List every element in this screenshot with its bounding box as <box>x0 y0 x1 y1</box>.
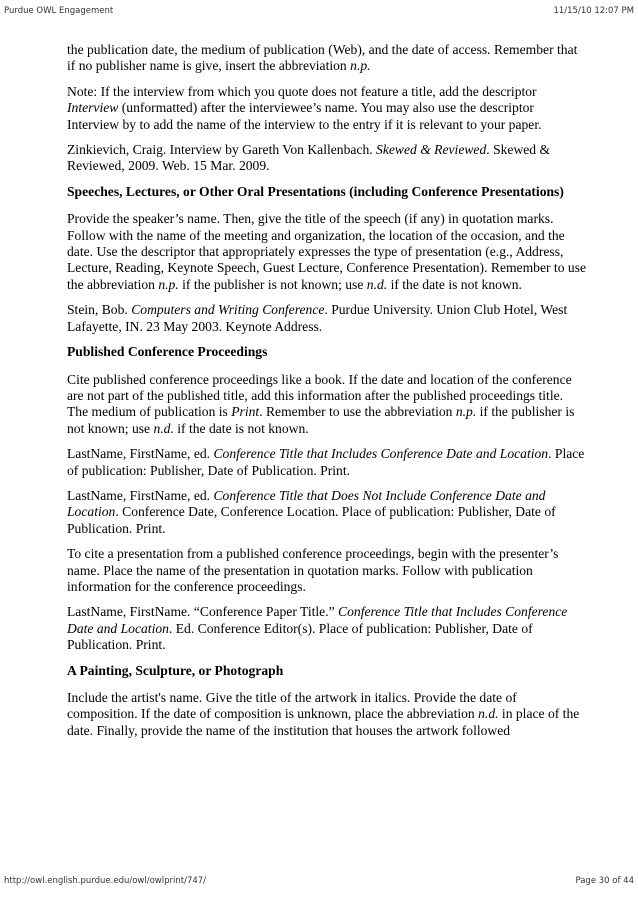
citation-template-proceedings-without-date: LastName, FirstName, ed. Conference Title that Does Not Include Conference Date and Location. Conference Date, Conference Location. Place of publication: Publisher, Date of Publication. Print. <box>67 487 556 536</box>
citation-example-interview: Zinkievich, Craig. Interview by Gareth Von Kallenbach. Skewed & Reviewed. Skewed & Reviewed, 2009. Web. 15 Mar. 2009. <box>67 142 551 174</box>
print-header-timestamp: 11/15/10 12:07 PM <box>553 6 634 16</box>
paragraph-speeches: Provide the speaker’s name. Then, give the title of the speech (if any) in quotation marks. Follow with the name of the meeting and organization, the location of the occasion, and the date. Use the descriptor that appropriately expresses the type of presentation (e.g., Address, Lecture, Reading, Keynote Speech, Guest Lecture, Conference Presentation). Remember to use the abbreviation n.p. if the publisher is not known; use n.d. if the date is not known. <box>67 211 587 292</box>
document-body <box>67 42 587 748</box>
print-header-title: Purdue OWL Engagement <box>4 6 114 16</box>
section-heading-conference-proceedings: Published Conference Proceedings <box>67 344 268 360</box>
paragraph-presentation-from-proceedings: To cite a presentation from a published conference proceedings, begin with the presenter’s name. Place the name of the presentation in quotation marks. Follow with publication information for the conference proceedings. <box>67 546 559 594</box>
paragraph-interview-date: the publication date, the medium of publication (Web), and the date of access. Remember that if no publisher name is give, insert the abbreviation n.p. <box>67 42 578 74</box>
citation-template-proceedings-with-date: LastName, FirstName, ed. Conference Title that Includes Conference Date and Location. Place of publication: Publisher, Date of Publication. Print. <box>67 446 585 478</box>
citation-example-speech: Stein, Bob. Computers and Writing Conference. Purdue University. Union Club Hotel, West Lafayette, IN. 23 May 2003. Keynote Address. <box>67 302 568 334</box>
paragraph-interview-note: Note: If the interview from which you quote does not feature a title, add the descriptor Interview (unformatted) after the interviewee’s name. You may also use the descriptor Interview by to add the name of the interview to the entry if it is relevant to your paper. <box>67 83 542 132</box>
citation-template-conference-paper: LastName, FirstName. “Conference Paper Title.” Conference Title that Includes Conference Date and Location. Ed. Conference Editor(s). Place of publication: Publisher, Date of Publication. Print. <box>67 604 568 653</box>
print-footer-page-number: Page 30 of 44 <box>575 876 634 886</box>
section-heading-speeches: Speeches, Lectures, or Other Oral Presentations (including Conference Presentations) <box>67 183 564 199</box>
paragraph-conference-proceedings: Cite published conference proceedings like a book. If the date and location of the conference are not part of the published title, add this information after the published proceedings title. The medium of publication is Print. Remember to use the abbreviation n.p. if the publisher is not known; use n.d. if the date is not known. <box>67 371 575 436</box>
paragraph-artwork: Include the artist's name. Give the title of the artwork in italics. Provide the date of composition. If the date of composition is unknown, place the abbreviation n.d. in place of the date. Finally, provide the name of the institution that houses the artwork followed <box>67 690 580 738</box>
section-heading-artwork: A Painting, Sculpture, or Photograph <box>67 662 284 678</box>
print-footer-url: http://owl.english.purdue.edu/owl/owlprint/747/ <box>4 876 207 886</box>
